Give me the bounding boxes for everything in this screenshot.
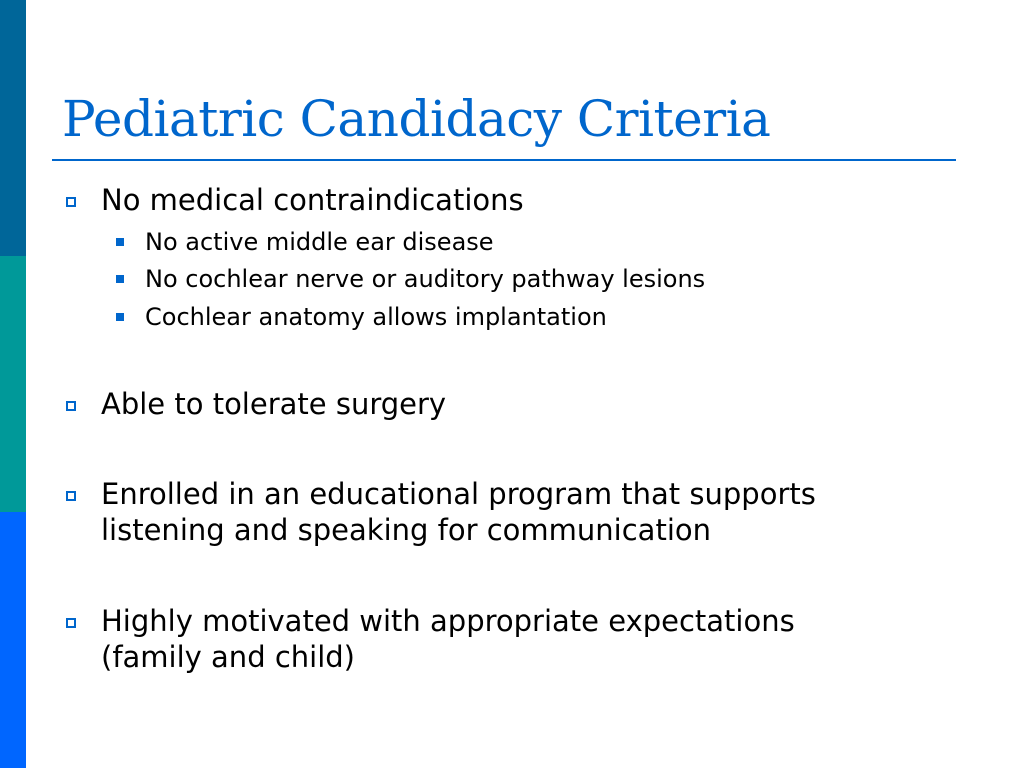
hollow-square-bullet-icon [66, 618, 76, 628]
bullet-line: listening and speaking for communication [101, 513, 712, 547]
filled-square-bullet-icon [116, 313, 124, 321]
sub-bullet-text: Cochlear anatomy allows implantation [145, 303, 607, 331]
slide-title: Pediatric Candidacy Criteria [62, 90, 771, 148]
hollow-square-bullet-icon [66, 401, 76, 411]
title-divider [52, 159, 956, 161]
bullet-text [101, 386, 446, 422]
bullet-line: Enrolled in an educational program that supports [101, 477, 816, 511]
bullet-line: Highly motivated with appropriate expectations [101, 604, 795, 638]
bullet-text [101, 603, 795, 675]
filled-square-bullet-icon [116, 238, 124, 246]
sub-bullet-text: No cochlear nerve or auditory pathway lesions [145, 265, 706, 293]
bullet-text [101, 476, 816, 548]
sidebar-stripe-middle [0, 256, 26, 512]
hollow-square-bullet-icon [66, 491, 76, 501]
bullet-line: (family and child) [101, 640, 355, 674]
sidebar-stripe-top [0, 0, 26, 256]
filled-square-bullet-icon [116, 275, 124, 283]
bullet-line: Able to tolerate surgery [101, 387, 447, 421]
sidebar-stripe-bottom [0, 512, 26, 768]
sub-bullet-text: No active middle ear disease [145, 228, 494, 256]
bullet-line: No medical contraindications [101, 183, 524, 217]
hollow-square-bullet-icon [66, 197, 76, 207]
bullet-text [101, 182, 524, 218]
